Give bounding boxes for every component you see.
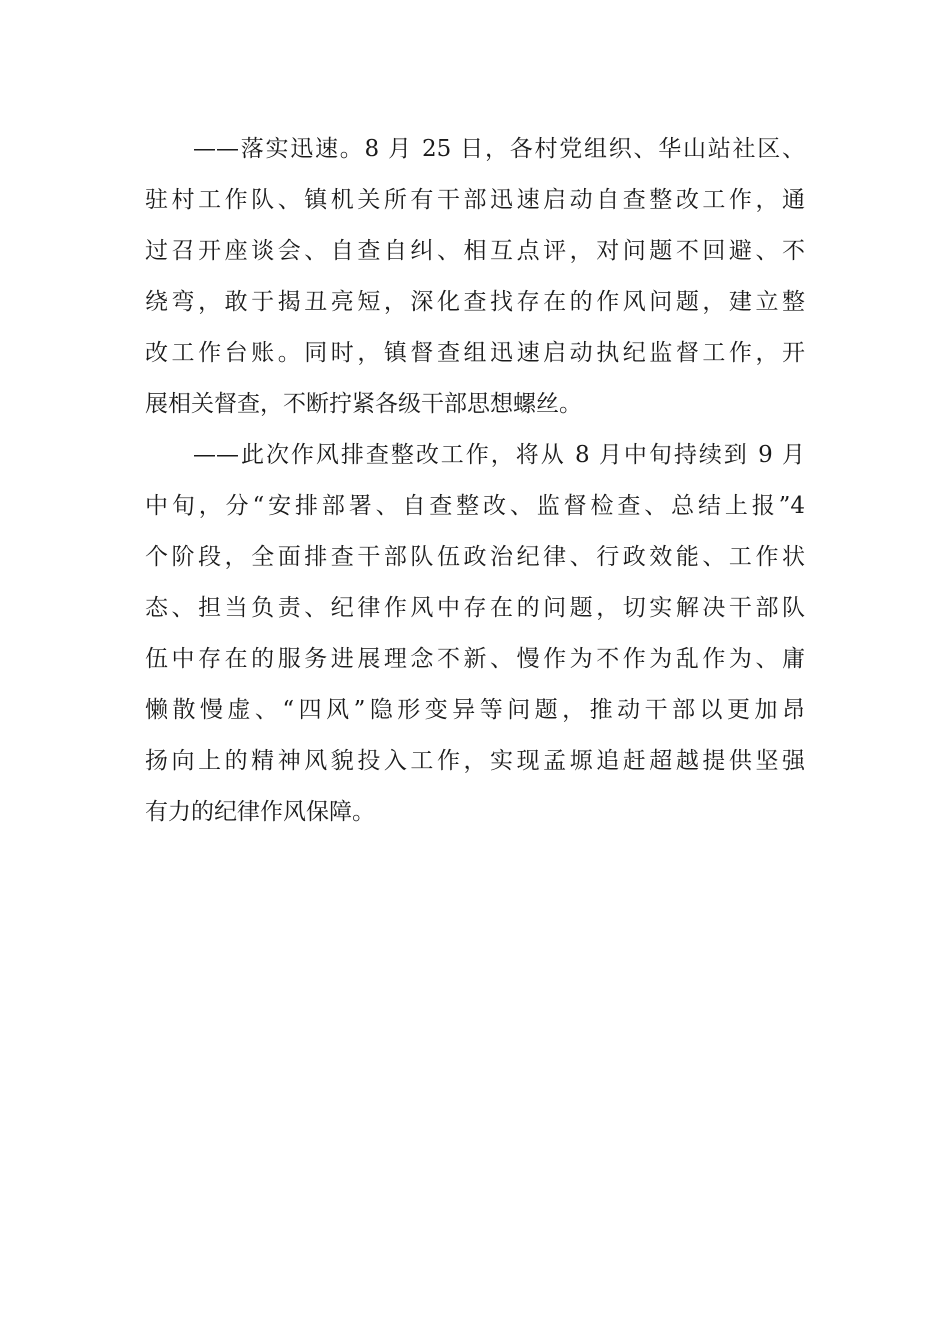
text-line: 展相关督查，不断拧紧各级干部思想螺丝。 [145,391,582,417]
text-line: 驻村工作队、镇机关所有干部迅速启动自查整改工作，通 [145,187,805,213]
text-line: 个阶段，全面排查干部队伍政治纪律、行政效能、工作状 [145,544,805,570]
document-body [145,124,805,838]
text-line: 伍中存在的服务进展理念不新、慢作为不作为乱作为、庸 [145,646,805,672]
text-line: ——此次作风排查整改工作，将从 8 月中旬持续到 9 月 [193,442,805,468]
text-line: 过召开座谈会、自查自纠、相互点评，对问题不回避、不 [145,238,805,264]
text-line: 态、担当负责、纪律作风中存在的问题，切实解决干部队 [145,595,805,621]
text-line: 懒散慢虚、“四风”隐形变异等问题，推动干部以更加昂 [145,697,805,723]
paragraph-rectification-plan [145,430,805,838]
text-line: ——落实迅速。8 月 25 日，各村党组织、华山站社区、 [193,136,805,162]
text-line: 绕弯，敢于揭丑亮短，深化查找存在的作风问题，建立整 [145,289,805,315]
text-line: 中旬，分“安排部署、自查整改、监督检查、总结上报”4 [145,493,805,519]
text-line: 有力的纪律作风保障。 [145,799,375,825]
paragraph-implementation [145,124,805,430]
text-line: 改工作台账。同时，镇督查组迅速启动执纪监督工作，开 [145,340,805,366]
text-line: 扬向上的精神风貌投入工作，实现孟塬追赶超越提供坚强 [145,748,805,774]
